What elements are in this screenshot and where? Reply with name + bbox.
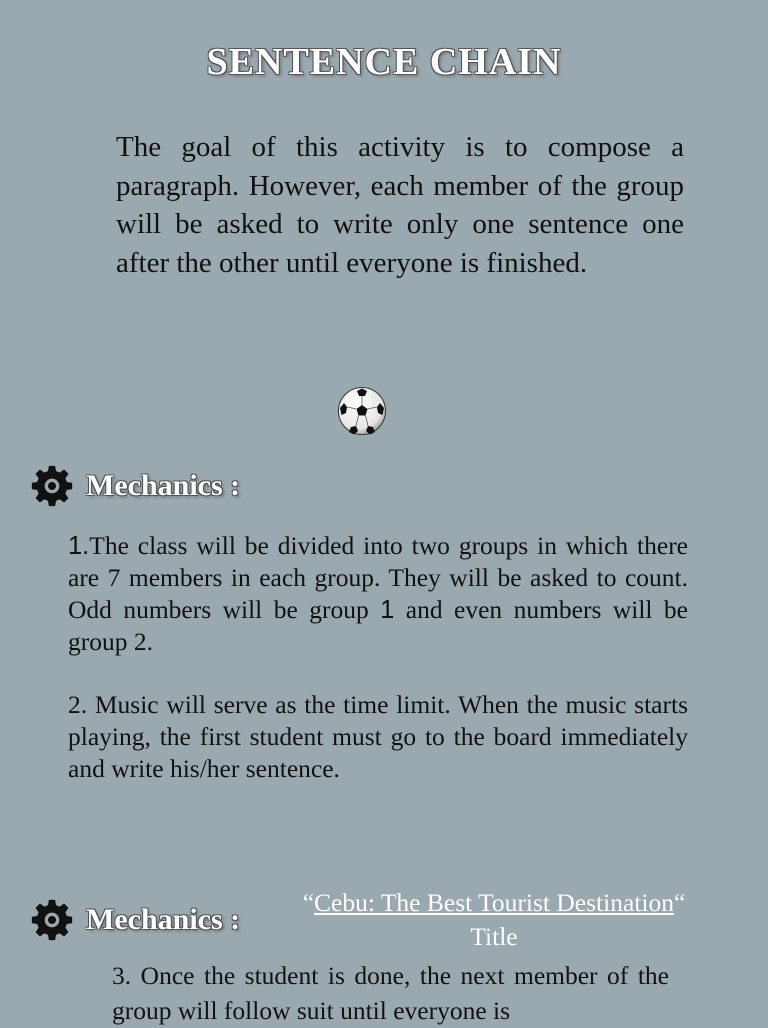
- mechanics-label-2: Mechanics :: [86, 903, 241, 936]
- step-1-text-a: The class will be divided into two groups in which there are 7 members in each group. They will be asked to count. Odd numbers will be group: [68, 531, 688, 624]
- intro-paragraph: The goal of this activity is to compose a paragraph. However, each member of the group will be asked to write only one sentence one after the other until everyone is finished.: [116, 131, 684, 279]
- step-1-number: 1.: [68, 532, 90, 560]
- mechanics-label: Mechanics :: [86, 469, 241, 502]
- step-3-text: 3. Once the student is done, the next member of the group will follow suit until everyone is: [112, 961, 669, 1025]
- topic-title: [300, 886, 688, 954]
- mechanics-heading: [30, 464, 240, 508]
- gear-icon: [30, 898, 74, 942]
- page-title: SENTENCE CHAIN: [206, 41, 562, 83]
- step-1-text: [68, 530, 688, 658]
- open-quote: “: [302, 888, 315, 917]
- step-2-text: 2. Music will serve as the time limit. When the music starts playing, the first student must go to the board immediately and write his/her sentence.: [68, 690, 688, 783]
- topic-caption: Title: [470, 922, 518, 951]
- topic-link[interactable]: Cebu: The Best Tourist Destination: [314, 888, 674, 917]
- soccer-ball-icon: [337, 386, 387, 436]
- mechanics-heading-2: [30, 898, 240, 942]
- gear-icon: [30, 464, 74, 508]
- step-1-group-number: 1: [380, 596, 395, 624]
- step-1-text-b: and even numbers will be group 2.: [68, 595, 689, 656]
- close-quote: “: [673, 888, 686, 917]
